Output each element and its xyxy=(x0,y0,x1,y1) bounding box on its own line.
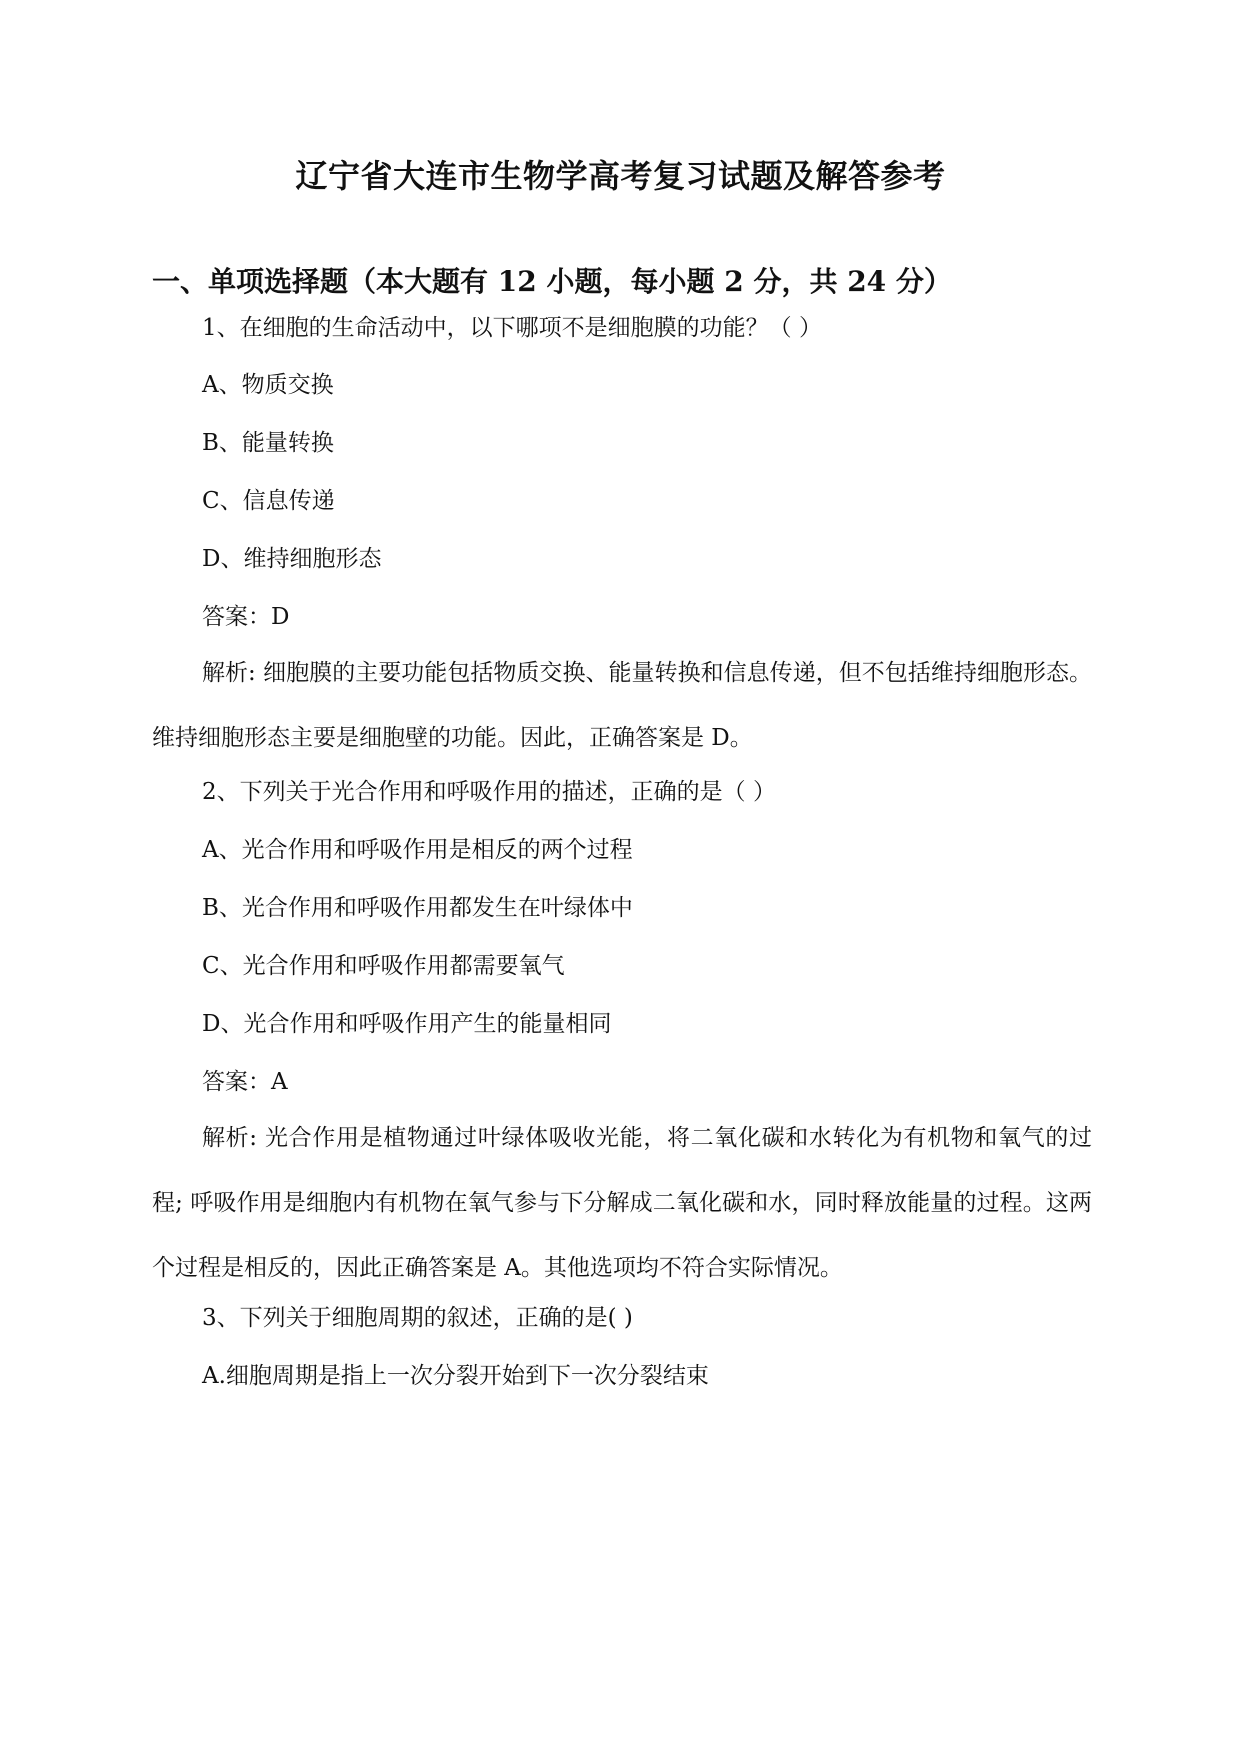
option-c: C、信息传递 xyxy=(202,488,335,514)
answer: 答案：A xyxy=(202,1069,288,1095)
question-stem: 1、在细胞的生命活动中，以下哪项不是细胞膜的功能？（ ） xyxy=(202,315,822,341)
question-stem: 2、下列关于光合作用和呼吸作用的描述，正确的是（ ） xyxy=(202,779,776,805)
option-d: D、光合作用和呼吸作用产生的能量相同 xyxy=(202,1011,612,1037)
option-b: B、能量转换 xyxy=(202,430,334,456)
option-a: A、光合作用和呼吸作用是相反的两个过程 xyxy=(202,837,633,863)
option-b: B、光合作用和呼吸作用都发生在叶绿体中 xyxy=(202,895,633,921)
analysis: 解析: 光合作用是植物通过叶绿体吸收光能，将二氧化碳和水转化为有机物和氧气的过程; 呼吸作用是细胞内有机物在氧气参与下分解成二氧化碳和水，同时释放能量的过程。这两个过程是相反的，因此正确答案是 A。其他选项均不符合实际情况。 xyxy=(152,1125,1092,1281)
document-title: 辽宁省大连市生物学高考复习试题及解答参考 xyxy=(295,157,946,195)
section-heading: 一、单项选择题（本大题有 12 小题，每小题 2 分，共 24 分） xyxy=(152,265,952,298)
answer: 答案：D xyxy=(202,604,290,630)
analysis: 解析: 细胞膜的主要功能包括物质交换、能量转换和信息传递，但不包括维持细胞形态。维持细胞形态主要是细胞壁的功能。因此，正确答案是 D。 xyxy=(152,660,1092,751)
option-d: D、维持细胞形态 xyxy=(202,546,382,572)
option-a: A.细胞周期是指上一次分裂开始到下一次分裂结束 xyxy=(202,1363,709,1389)
option-c: C、光合作用和呼吸作用都需要氧气 xyxy=(202,953,565,979)
option-a: A、物质交换 xyxy=(202,372,334,398)
question-stem: 3、下列关于细胞周期的叙述，正确的是( ) xyxy=(202,1305,633,1331)
